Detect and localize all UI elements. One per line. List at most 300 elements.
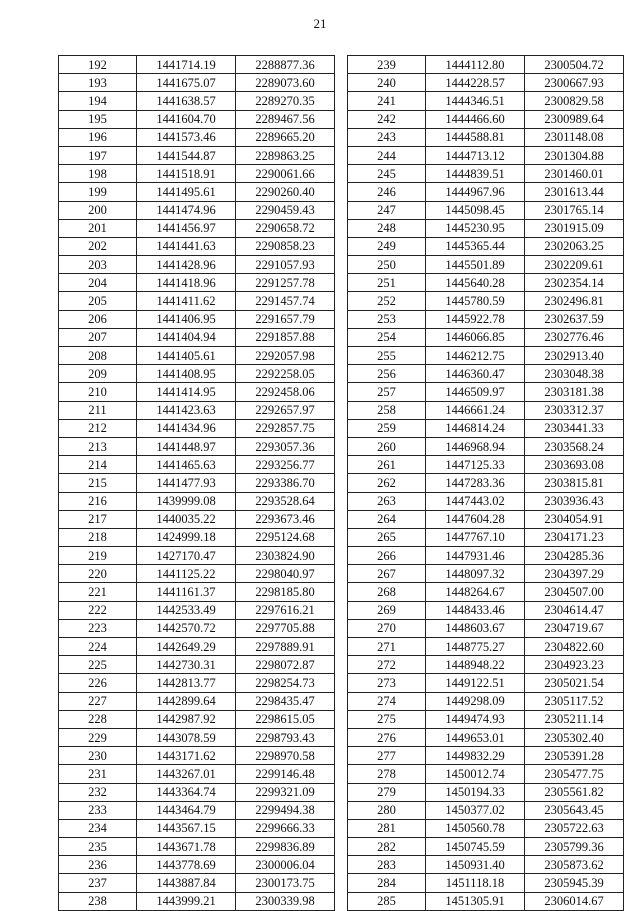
y-coordinate-cell: 2298970.58 [236,747,335,765]
table-row [59,583,335,601]
point-number-cell: 263 [348,492,426,510]
y-coordinate-cell: 2303568.24 [525,437,624,455]
table-row [348,838,624,856]
point-number-cell: 281 [348,819,426,837]
table-row [348,528,624,546]
point-number-cell: 259 [348,419,426,437]
x-coordinate-cell: 1443464.79 [137,801,236,819]
point-number-cell: 268 [348,583,426,601]
point-number-cell: 210 [59,383,137,401]
point-number-cell: 236 [59,856,137,874]
point-number-cell: 217 [59,510,137,528]
point-number-cell: 247 [348,201,426,219]
table-row [59,801,335,819]
x-coordinate-cell: 1445922.78 [426,310,525,328]
y-coordinate-cell: 2289467.56 [236,110,335,128]
y-coordinate-cell: 2291057.93 [236,256,335,274]
point-number-cell: 240 [348,74,426,92]
x-coordinate-cell: 1441408.95 [137,365,236,383]
table-row [348,601,624,619]
table-row [348,674,624,692]
table-row [348,383,624,401]
point-number-cell: 269 [348,601,426,619]
y-coordinate-cell: 2304614.47 [525,601,624,619]
point-number-cell: 258 [348,401,426,419]
y-coordinate-cell: 2304507.00 [525,583,624,601]
y-coordinate-cell: 2305391.28 [525,747,624,765]
table-row [348,256,624,274]
x-coordinate-cell: 1441418.96 [137,274,236,292]
y-coordinate-cell: 2302637.59 [525,310,624,328]
point-number-cell: 220 [59,565,137,583]
x-coordinate-cell: 1449122.51 [426,674,525,692]
point-number-cell: 264 [348,510,426,528]
table-row [59,892,335,910]
table-row [348,419,624,437]
table-row [59,347,335,365]
x-coordinate-cell: 1446661.24 [426,401,525,419]
x-coordinate-cell: 1449832.29 [426,747,525,765]
x-coordinate-cell: 1441714.19 [137,56,236,74]
point-number-cell: 252 [348,292,426,310]
page-number: 21 [313,16,327,31]
x-coordinate-cell: 1448603.67 [426,619,525,637]
table-row [59,92,335,110]
x-coordinate-cell: 1441675.07 [137,74,236,92]
point-number-cell: 255 [348,347,426,365]
y-coordinate-cell: 2300667.93 [525,74,624,92]
point-number-cell: 211 [59,401,137,419]
y-coordinate-cell: 2300006.04 [236,856,335,874]
point-number-cell: 205 [59,292,137,310]
table-row [59,201,335,219]
y-coordinate-cell: 2300989.64 [525,110,624,128]
y-coordinate-cell: 2298793.43 [236,728,335,746]
point-number-cell: 284 [348,874,426,892]
y-coordinate-cell: 2303693.08 [525,456,624,474]
x-coordinate-cell: 1450377.02 [426,801,525,819]
y-coordinate-cell: 2293057.36 [236,437,335,455]
y-coordinate-cell: 2304397.29 [525,565,624,583]
point-number-cell: 198 [59,165,137,183]
table-row [59,365,335,383]
table-row [348,456,624,474]
x-coordinate-cell: 1441544.87 [137,146,236,164]
x-coordinate-cell: 1441448.97 [137,437,236,455]
y-coordinate-cell: 2290061.66 [236,165,335,183]
x-coordinate-cell: 1449474.93 [426,710,525,728]
y-coordinate-cell: 2303312.37 [525,401,624,419]
x-coordinate-cell: 1445780.59 [426,292,525,310]
y-coordinate-cell: 2302913.40 [525,347,624,365]
x-coordinate-cell: 1447283.36 [426,474,525,492]
table-row [348,146,624,164]
point-number-cell: 203 [59,256,137,274]
point-number-cell: 214 [59,456,137,474]
table-row [348,365,624,383]
y-coordinate-cell: 2299836.89 [236,838,335,856]
y-coordinate-cell: 2303824.90 [236,547,335,565]
table-row [348,728,624,746]
table-row [59,110,335,128]
x-coordinate-cell: 1441404.94 [137,328,236,346]
x-coordinate-cell: 1443567.15 [137,819,236,837]
table-row [59,819,335,837]
point-number-cell: 200 [59,201,137,219]
x-coordinate-cell: 1447443.02 [426,492,525,510]
table-row [59,710,335,728]
y-coordinate-cell: 2303181.38 [525,383,624,401]
point-number-cell: 279 [348,783,426,801]
x-coordinate-cell: 1445640.28 [426,274,525,292]
point-number-cell: 271 [348,638,426,656]
table-row [59,310,335,328]
point-number-cell: 209 [59,365,137,383]
x-coordinate-cell: 1441456.97 [137,219,236,237]
table-row [348,583,624,601]
y-coordinate-cell: 2298040.97 [236,565,335,583]
table-row [59,256,335,274]
table-row [348,892,624,910]
point-number-cell: 273 [348,674,426,692]
y-coordinate-cell: 2301915.09 [525,219,624,237]
x-coordinate-cell: 1446212.75 [426,347,525,365]
table-row [348,692,624,710]
y-coordinate-cell: 2291657.79 [236,310,335,328]
table-row [348,856,624,874]
point-number-cell: 280 [348,801,426,819]
table-row [348,56,624,74]
x-coordinate-cell: 1444588.81 [426,128,525,146]
x-coordinate-cell: 1445098.45 [426,201,525,219]
y-coordinate-cell: 2305477.75 [525,765,624,783]
point-number-cell: 216 [59,492,137,510]
table-row [59,728,335,746]
point-number-cell: 242 [348,110,426,128]
table-row [59,656,335,674]
point-number-cell: 233 [59,801,137,819]
table-row [348,274,624,292]
y-coordinate-cell: 2289863.25 [236,146,335,164]
point-number-cell: 283 [348,856,426,874]
y-coordinate-cell: 2292657.97 [236,401,335,419]
y-coordinate-cell: 2297616.21 [236,601,335,619]
y-coordinate-cell: 2304719.67 [525,619,624,637]
x-coordinate-cell: 1441428.96 [137,256,236,274]
x-coordinate-cell: 1449653.01 [426,728,525,746]
x-coordinate-cell: 1450194.33 [426,783,525,801]
table-row [59,601,335,619]
x-coordinate-cell: 1441465.63 [137,456,236,474]
table-row [348,547,624,565]
x-coordinate-cell: 1447931.46 [426,547,525,565]
y-coordinate-cell: 2305722.63 [525,819,624,837]
y-coordinate-cell: 2292857.75 [236,419,335,437]
x-coordinate-cell: 1441125.22 [137,565,236,583]
x-coordinate-cell: 1443778.69 [137,856,236,874]
x-coordinate-cell: 1442813.77 [137,674,236,692]
y-coordinate-cell: 2301765.14 [525,201,624,219]
y-coordinate-cell: 2288877.36 [236,56,335,74]
y-coordinate-cell: 2300173.75 [236,874,335,892]
point-number-cell: 239 [348,56,426,74]
table-row [348,801,624,819]
x-coordinate-cell: 1450012.74 [426,765,525,783]
point-number-cell: 238 [59,892,137,910]
y-coordinate-cell: 2303936.43 [525,492,624,510]
point-number-cell: 275 [348,710,426,728]
table-row [348,510,624,528]
y-coordinate-cell: 2290858.23 [236,237,335,255]
x-coordinate-cell: 1424999.18 [137,528,236,546]
table-row [59,692,335,710]
y-coordinate-cell: 2299494.38 [236,801,335,819]
point-number-cell: 228 [59,710,137,728]
x-coordinate-cell: 1450745.59 [426,838,525,856]
point-number-cell: 197 [59,146,137,164]
point-number-cell: 256 [348,365,426,383]
point-number-cell: 204 [59,274,137,292]
table-row [59,237,335,255]
x-coordinate-cell: 1446814.24 [426,419,525,437]
table-row [59,638,335,656]
y-coordinate-cell: 2298254.73 [236,674,335,692]
point-number-cell: 254 [348,328,426,346]
point-number-cell: 225 [59,656,137,674]
y-coordinate-cell: 2291257.78 [236,274,335,292]
table-row [348,237,624,255]
y-coordinate-cell: 2293256.77 [236,456,335,474]
table-row [348,565,624,583]
point-number-cell: 194 [59,92,137,110]
x-coordinate-cell: 1446066.85 [426,328,525,346]
x-coordinate-cell: 1447125.33 [426,456,525,474]
x-coordinate-cell: 1443078.59 [137,728,236,746]
x-coordinate-cell: 1443267.01 [137,765,236,783]
table-row [348,328,624,346]
x-coordinate-cell: 1445501.89 [426,256,525,274]
point-number-cell: 267 [348,565,426,583]
point-number-cell: 202 [59,237,137,255]
y-coordinate-cell: 2299666.33 [236,819,335,837]
table-row [348,492,624,510]
x-coordinate-cell: 1443171.62 [137,747,236,765]
table-row [348,74,624,92]
point-number-cell: 241 [348,92,426,110]
x-coordinate-cell: 1443887.84 [137,874,236,892]
table-row [348,819,624,837]
y-coordinate-cell: 2305211.14 [525,710,624,728]
y-coordinate-cell: 2301460.01 [525,165,624,183]
point-number-cell: 213 [59,437,137,455]
y-coordinate-cell: 2304054.91 [525,510,624,528]
x-coordinate-cell: 1444466.60 [426,110,525,128]
x-coordinate-cell: 1443671.78 [137,838,236,856]
table-row [348,747,624,765]
point-number-cell: 208 [59,347,137,365]
x-coordinate-cell: 1442730.31 [137,656,236,674]
x-coordinate-cell: 1451305.91 [426,892,525,910]
x-coordinate-cell: 1427170.47 [137,547,236,565]
x-coordinate-cell: 1449298.09 [426,692,525,710]
y-coordinate-cell: 2299146.48 [236,765,335,783]
y-coordinate-cell: 2303441.33 [525,419,624,437]
point-number-cell: 193 [59,74,137,92]
y-coordinate-cell: 2293673.46 [236,510,335,528]
table-row [59,874,335,892]
point-number-cell: 223 [59,619,137,637]
y-coordinate-cell: 2290658.72 [236,219,335,237]
point-number-cell: 230 [59,747,137,765]
table-row [348,474,624,492]
x-coordinate-cell: 1441406.95 [137,310,236,328]
x-coordinate-cell: 1445365.44 [426,237,525,255]
point-number-cell: 201 [59,219,137,237]
table-row [59,219,335,237]
table-row [59,292,335,310]
point-number-cell: 222 [59,601,137,619]
point-number-cell: 243 [348,128,426,146]
x-coordinate-cell: 1444839.51 [426,165,525,183]
y-coordinate-cell: 2298615.05 [236,710,335,728]
y-coordinate-cell: 2290260.40 [236,183,335,201]
y-coordinate-cell: 2293528.64 [236,492,335,510]
point-number-cell: 251 [348,274,426,292]
point-number-cell: 215 [59,474,137,492]
x-coordinate-cell: 1448775.27 [426,638,525,656]
x-coordinate-cell: 1447767.10 [426,528,525,546]
x-coordinate-cell: 1448433.46 [426,601,525,619]
y-coordinate-cell: 2302776.46 [525,328,624,346]
y-coordinate-cell: 2292057.98 [236,347,335,365]
y-coordinate-cell: 2305561.82 [525,783,624,801]
x-coordinate-cell: 1441638.57 [137,92,236,110]
point-number-cell: 218 [59,528,137,546]
y-coordinate-cell: 2302063.25 [525,237,624,255]
x-coordinate-cell: 1441161.37 [137,583,236,601]
table-row [59,74,335,92]
x-coordinate-cell: 1446360.47 [426,365,525,383]
y-coordinate-cell: 2297705.88 [236,619,335,637]
x-coordinate-cell: 1443364.74 [137,783,236,801]
point-number-cell: 227 [59,692,137,710]
x-coordinate-cell: 1442533.49 [137,601,236,619]
table-row [348,619,624,637]
point-number-cell: 207 [59,328,137,346]
point-number-cell: 265 [348,528,426,546]
table-row [59,747,335,765]
table-row [59,547,335,565]
table-row [59,510,335,528]
point-number-cell: 234 [59,819,137,837]
y-coordinate-cell: 2304822.60 [525,638,624,656]
point-number-cell: 282 [348,838,426,856]
y-coordinate-cell: 2301613.44 [525,183,624,201]
table-row [348,310,624,328]
y-coordinate-cell: 2291457.74 [236,292,335,310]
y-coordinate-cell: 2289073.60 [236,74,335,92]
point-number-cell: 257 [348,383,426,401]
table-row [59,419,335,437]
point-number-cell: 266 [348,547,426,565]
y-coordinate-cell: 2305873.62 [525,856,624,874]
table-row [59,328,335,346]
y-coordinate-cell: 2306014.67 [525,892,624,910]
point-number-cell: 212 [59,419,137,437]
y-coordinate-cell: 2305302.40 [525,728,624,746]
point-number-cell: 248 [348,219,426,237]
table-row [59,128,335,146]
point-number-cell: 260 [348,437,426,455]
x-coordinate-cell: 1450931.40 [426,856,525,874]
point-number-cell: 221 [59,583,137,601]
x-coordinate-cell: 1442570.72 [137,619,236,637]
y-coordinate-cell: 2304923.23 [525,656,624,674]
table-row [59,274,335,292]
y-coordinate-cell: 2301304.88 [525,146,624,164]
point-number-cell: 196 [59,128,137,146]
coordinates-table-left [58,55,335,911]
y-coordinate-cell: 2304285.36 [525,547,624,565]
table-row [59,56,335,74]
y-coordinate-cell: 2301148.08 [525,128,624,146]
point-number-cell: 235 [59,838,137,856]
x-coordinate-cell: 1447604.28 [426,510,525,528]
x-coordinate-cell: 1441405.61 [137,347,236,365]
x-coordinate-cell: 1444346.51 [426,92,525,110]
point-number-cell: 219 [59,547,137,565]
x-coordinate-cell: 1451118.18 [426,874,525,892]
table-row [348,92,624,110]
y-coordinate-cell: 2289270.35 [236,92,335,110]
point-number-cell: 278 [348,765,426,783]
x-coordinate-cell: 1444967.96 [426,183,525,201]
y-coordinate-cell: 2305117.52 [525,692,624,710]
y-coordinate-cell: 2295124.68 [236,528,335,546]
table-row [59,383,335,401]
x-coordinate-cell: 1441423.63 [137,401,236,419]
point-number-cell: 272 [348,656,426,674]
table-row [348,110,624,128]
y-coordinate-cell: 2298435.47 [236,692,335,710]
table-row [59,528,335,546]
y-coordinate-cell: 2298185.80 [236,583,335,601]
table-row [348,765,624,783]
x-coordinate-cell: 1441411.62 [137,292,236,310]
x-coordinate-cell: 1441573.46 [137,128,236,146]
point-number-cell: 244 [348,146,426,164]
y-coordinate-cell: 2300339.98 [236,892,335,910]
y-coordinate-cell: 2300829.58 [525,92,624,110]
x-coordinate-cell: 1441414.95 [137,383,236,401]
x-coordinate-cell: 1442899.64 [137,692,236,710]
table-row [59,674,335,692]
y-coordinate-cell: 2300504.72 [525,56,624,74]
x-coordinate-cell: 1441477.93 [137,474,236,492]
table-row [59,165,335,183]
point-number-cell: 206 [59,310,137,328]
x-coordinate-cell: 1445230.95 [426,219,525,237]
y-coordinate-cell: 2293386.70 [236,474,335,492]
table-row [59,856,335,874]
table-row [348,165,624,183]
table-row [59,765,335,783]
table-row [348,783,624,801]
x-coordinate-cell: 1441495.61 [137,183,236,201]
x-coordinate-cell: 1444112.80 [426,56,525,74]
x-coordinate-cell: 1448097.32 [426,565,525,583]
point-number-cell: 262 [348,474,426,492]
